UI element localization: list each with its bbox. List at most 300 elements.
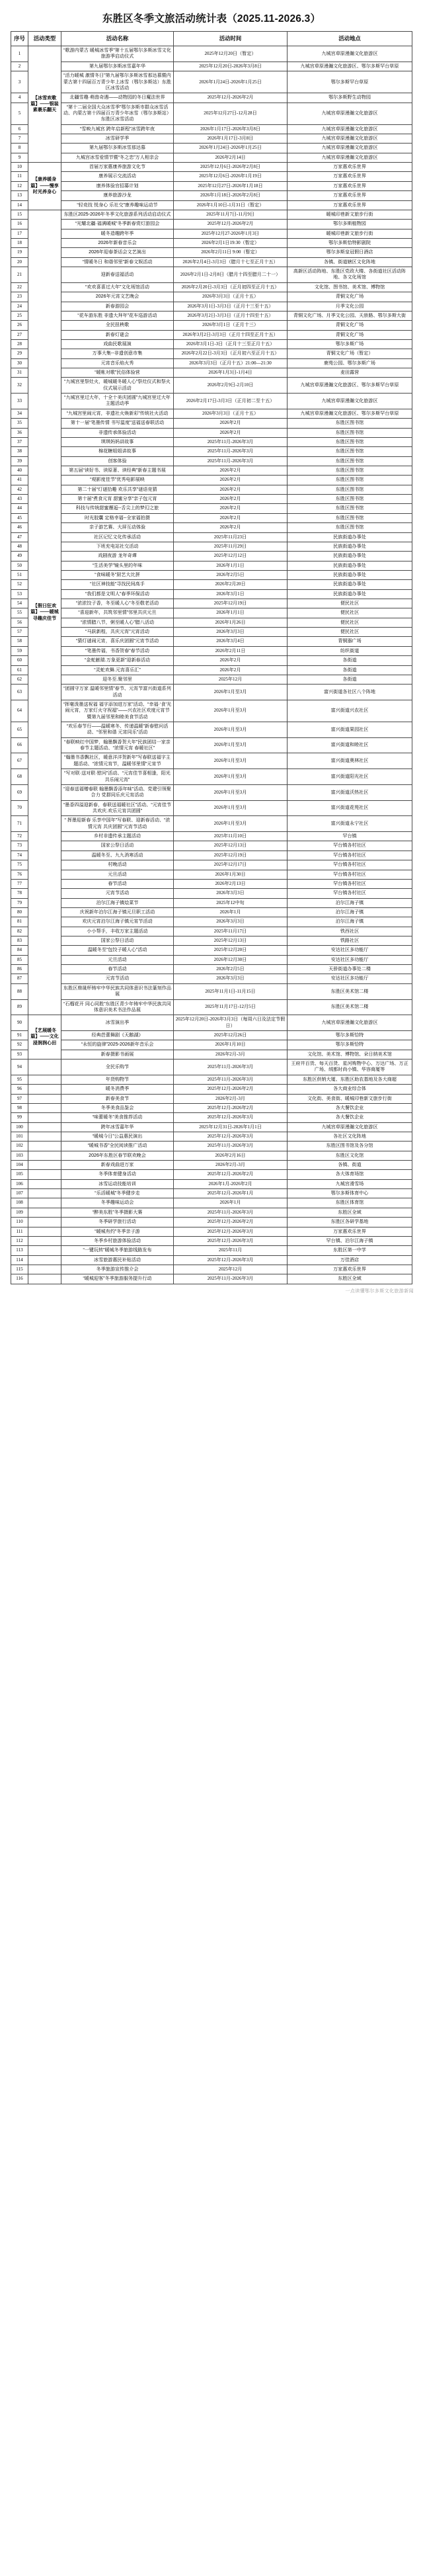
cell-serial-number: 47: [11, 532, 28, 542]
cell-activity-place: 青铜文化广场: [288, 330, 412, 339]
cell-activity-name: 第九届鄂尔多斯冰雪那达慕: [61, 144, 174, 153]
table-row: [11, 1170, 412, 1179]
cell-activity-time: 2026年12月30日: [174, 955, 288, 964]
cell-activity-time: 2026年3月3日: [174, 974, 288, 983]
cell-activity-place: 各街道: [288, 665, 412, 675]
cell-activity-name: 国家公祭日活动: [61, 936, 174, 946]
cell-serial-number: 78: [11, 889, 28, 898]
table-row: [11, 1113, 412, 1122]
cell-activity-place: 罕台镇各村社区: [288, 879, 412, 888]
cell-activity-place: 万家惠欢乐世界: [288, 1265, 412, 1274]
cell-serial-number: 36: [11, 428, 28, 437]
cell-serial-number: 52: [11, 580, 28, 589]
cell-activity-name: 暖冬消费季: [61, 1085, 174, 1094]
cell-serial-number: 109: [11, 1208, 28, 1217]
cell-activity-category: [28, 1274, 61, 1284]
table-row: [11, 1085, 412, 1094]
cell-activity-place: 富兴街道沃热社区: [288, 784, 412, 800]
cell-activity-place: 富兴街道花苑社区: [288, 800, 412, 816]
cell-activity-place: 各大商业综合体: [288, 1085, 412, 1094]
table-row: [11, 570, 412, 579]
cell-activity-category: [28, 1236, 61, 1245]
cell-serial-number: 61: [11, 665, 28, 675]
cell-activity-place: 万家惠欢乐世界: [288, 172, 412, 181]
cell-activity-time: 2025年12月-2026年2月: [174, 1103, 288, 1112]
cell-activity-time: 2026年2月11日: [174, 646, 288, 655]
cell-activity-name: “挥毫泼墨送祝福 福字添加进万家”活动、“幸福·‘食’光闹元宵，万家灯火守祝福”——兴农社区欢度元宵节暨第九届邻里和睦美食节活动: [61, 700, 174, 722]
cell-activity-category: [28, 1179, 61, 1188]
cell-serial-number: 44: [11, 504, 28, 513]
cell-serial-number: 104: [11, 1161, 28, 1170]
table-row: [11, 1050, 412, 1059]
cell-activity-time: 2025年12月-2026年3月: [174, 1113, 288, 1122]
cell-activity-name: “花车游东胜 非遗大拜年”花车巡游活动: [61, 311, 174, 320]
cell-activity-place: 东胜区图书馆: [288, 466, 412, 475]
cell-activity-place: 便民社区: [288, 608, 412, 618]
cell-activity-name: “乐活暖城”冬季健步走: [61, 1189, 174, 1198]
table-row: [11, 1103, 412, 1112]
cell-activity-time: 2026年1月3日-1月4日: [174, 368, 288, 378]
table-row: [11, 62, 412, 71]
cell-serial-number: 38: [11, 447, 28, 456]
table-row: [11, 200, 412, 210]
cell-activity-time: 2025年11月17日-12月5日: [174, 999, 288, 1015]
cell-serial-number: 106: [11, 1179, 28, 1188]
cell-activity-time: 2026年2月11日 9:00（暂定）: [174, 248, 288, 257]
cell-activity-time: 2026年2月: [174, 656, 288, 665]
cell-activity-time: 2026年2月-3月: [174, 1094, 288, 1103]
cell-activity-time: 2025年12月20日-2026年3月3日（每周六日及法定节假日）: [174, 1015, 288, 1031]
cell-activity-place: 麦田露营: [288, 368, 412, 378]
cell-serial-number: 110: [11, 1218, 28, 1227]
cell-serial-number: 89: [11, 999, 28, 1015]
cell-activity-place: 鄂尔多斯体育中心: [288, 1189, 412, 1198]
cell-activity-time: 2026年2月4日-3月3日（腊月十七至正月十五）: [174, 257, 288, 267]
cell-activity-place: 东胜区图书馆: [288, 495, 412, 504]
cell-activity-name: “生活美学”镜头里的年味: [61, 561, 174, 570]
table-row: [11, 999, 412, 1015]
cell-activity-name: 温暖冬至“包饺子暖人心”活动: [61, 946, 174, 955]
cell-activity-name: 下班充电站社交活动: [61, 542, 174, 551]
table-row: [11, 495, 412, 504]
table-row: [11, 722, 412, 738]
table-row: [11, 163, 412, 172]
cell-serial-number: 17: [11, 229, 28, 238]
cell-serial-number: 94: [11, 1059, 28, 1075]
cell-activity-time: 2026年2月: [174, 495, 288, 504]
cell-serial-number: 40: [11, 466, 28, 475]
table-row: [11, 210, 412, 219]
cell-activity-time: 2026年2月17日-3月3日（正月初二至十五）: [174, 394, 288, 409]
cell-serial-number: 74: [11, 851, 28, 860]
table-row: [11, 637, 412, 646]
cell-serial-number: 10: [11, 163, 28, 172]
cell-activity-name: 迎冬至.聚邻里: [61, 675, 174, 684]
cell-activity-time: 2026年3月2日-3月3日（正月十四至十五）: [174, 311, 288, 320]
cell-activity-time: 2025年12月13日: [174, 841, 288, 851]
table-row: [11, 1227, 412, 1236]
cell-activity-place: 安达社区多功能厅: [288, 946, 412, 955]
cell-serial-number: 87: [11, 974, 28, 983]
cell-serial-number: 101: [11, 1132, 28, 1141]
cell-activity-place: 高新区活动阵地、东胜区党政大楼、各街道社区活动阵地、各文化场馆: [288, 267, 412, 283]
cell-activity-category: [28, 1059, 61, 1075]
cell-activity-place: 暖城印巷新文旅步行街: [288, 210, 412, 219]
cell-activity-category: [28, 1170, 61, 1179]
cell-activity-name: 新春美食节: [61, 1094, 174, 1103]
table-row: [11, 409, 412, 418]
cell-activity-place: 青铜文化广场: [288, 321, 412, 330]
cell-activity-time: 2026年2月: [174, 466, 288, 475]
cell-serial-number: 46: [11, 523, 28, 532]
cell-activity-name: 社区记忆文化传承活动: [61, 532, 174, 542]
table-row: [11, 965, 412, 974]
cell-serial-number: 90: [11, 1015, 28, 1031]
cell-activity-time: 2025年11月10日: [174, 832, 288, 841]
cell-activity-category: [28, 1227, 61, 1236]
cell-activity-name: 欢庆元宵泊尔江海子镇元宵节活动: [61, 917, 174, 927]
cell-activity-name: 春节活动: [61, 879, 174, 888]
cell-activity-name: “写对联·送对联·慰问”活动、“元宵佳节喜相逢，阳光共乐闹元宵”: [61, 769, 174, 785]
cell-activity-name: 元宵节活动: [61, 974, 174, 983]
table-row: [11, 456, 412, 466]
cell-activity-place: 罕台镇各村社区: [288, 860, 412, 870]
table-row: [11, 879, 412, 888]
cell-activity-name: “暖城有约”冬季亲子游: [61, 1227, 174, 1236]
table-row: [11, 191, 412, 200]
cell-activity-name: “墨香四溢迎新春，春联送福暖社区”活动、“元宵佳节共欢庆.欢乐元宵共团圆”: [61, 800, 174, 816]
cell-activity-place: 各街道: [288, 675, 412, 684]
cell-activity-place: 东胜区体育馆: [288, 1198, 412, 1208]
cell-serial-number: 85: [11, 955, 28, 964]
cell-activity-place: 九城宫草原漫瀚文化旅游区: [288, 103, 412, 124]
cell-activity-time: 2026年3月3日（正月十五）: [174, 409, 288, 418]
cell-serial-number: 27: [11, 330, 28, 339]
cell-activity-place: 东胜区图书馆: [288, 513, 412, 522]
table-row: [11, 229, 412, 238]
table-row: [11, 898, 412, 907]
cell-activity-name: 元宵节活动: [61, 889, 174, 898]
cell-serial-number: 86: [11, 965, 28, 974]
cell-activity-name: “雪映九城宫 跨年启新程”冰雪跨年夜: [61, 124, 174, 134]
cell-serial-number: 53: [11, 589, 28, 599]
cell-activity-name: “味蕾暖冬”美食推荐活动: [61, 1113, 174, 1122]
cell-activity-name: 2026年迎春茶话会文艺演出: [61, 248, 174, 257]
cell-activity-time: 2025年12月13日: [174, 936, 288, 946]
cell-activity-name: “一键玩转”暖城冬季旅游线路发布: [61, 1246, 174, 1255]
cell-serial-number: 62: [11, 675, 28, 684]
cell-activity-name: 年货购物节: [61, 1075, 174, 1084]
cell-serial-number: 32: [11, 378, 28, 394]
table-row: [11, 628, 412, 637]
cell-activity-category: [28, 1085, 61, 1094]
cell-activity-time: 2026年1月10日-1月31日（暂定）: [174, 200, 288, 210]
cell-serial-number: 82: [11, 927, 28, 936]
cell-activity-time: 2026年1月30日: [174, 870, 288, 879]
table-row: [11, 832, 412, 841]
cell-activity-place: 东胜区图书馆: [288, 485, 412, 494]
cell-serial-number: 28: [11, 339, 28, 349]
table-row: [11, 1179, 412, 1188]
cell-activity-category: [28, 1103, 61, 1112]
cell-activity-name: 北疆雪趣·萌兽奇遇——动物园的冬日魔法世界: [61, 93, 174, 103]
cell-serial-number: 14: [11, 200, 28, 210]
cell-serial-number: 7: [11, 134, 28, 144]
table-row: [11, 646, 412, 655]
cell-activity-place: 九城宫滑雪场: [288, 1179, 412, 1188]
table-row: [11, 608, 412, 618]
cell-activity-name: 全民乐购节: [61, 1059, 174, 1075]
cell-activity-time: 2025年11月-2026年3月: [174, 447, 288, 456]
cell-activity-place: 万家惠欢乐世界: [288, 1227, 412, 1236]
cell-activity-category: [28, 1113, 61, 1122]
cell-activity-time: 2026年3月3日: [174, 889, 288, 898]
cell-activity-time: 2026年2月22日-3月3日（正月初六至正月十五）: [174, 349, 288, 358]
cell-activity-time: 2025年12月-2026年2月: [174, 93, 288, 103]
cell-activity-name: 新春灯谜会: [61, 330, 174, 339]
cell-activity-place: 万家惠欢乐世界: [288, 191, 412, 200]
cell-activity-name: “九城宫里祭灶火，暖城暖冬暖人心”祭灶仪式和祭火仪式展示活动: [61, 378, 174, 394]
cell-activity-time: 2026年3月3日: [174, 628, 288, 637]
cell-activity-name: “歌游内蒙古 暖城冰雪季”第十五届鄂尔多斯冰雪文化旅游季启动仪式: [61, 46, 174, 62]
cell-activity-time: 2026年3月1日（正月十三）: [174, 321, 288, 330]
cell-serial-number: 111: [11, 1227, 28, 1236]
cell-activity-name: 棉花糖姐姐讲故事: [61, 447, 174, 456]
cell-activity-place: 民族街道办事处: [288, 580, 412, 589]
header-place: 活动地点: [288, 32, 412, 46]
cell-serial-number: 9: [11, 153, 28, 162]
cell-activity-name: 温暖冬至、九九消寒活动: [61, 851, 174, 860]
cell-activity-time: 2026年1月-2026年2月: [174, 1179, 288, 1188]
cell-serial-number: 79: [11, 898, 28, 907]
cell-activity-time: 2026年2月: [174, 513, 288, 522]
cell-activity-time: 2026年1月至3月: [174, 800, 288, 816]
table-row: [11, 917, 412, 927]
activity-schedule-table: [11, 31, 412, 1284]
cell-activity-place: 东胜区供销大厦、东胜区助农基地及各大商超: [288, 1075, 412, 1084]
cell-activity-name: 跨年冰雪嘉年华: [61, 1122, 174, 1132]
cell-activity-place: 泊尔江海子镇: [288, 907, 412, 917]
cell-activity-time: 2025年12月27日-12月28日: [174, 103, 288, 124]
table-row: [11, 103, 412, 124]
header-no: 序号: [11, 32, 28, 46]
cell-serial-number: 51: [11, 570, 28, 579]
cell-activity-place: 鄂尔多斯恰特: [288, 1030, 412, 1040]
cell-activity-time: 2025年12月19日: [174, 599, 288, 608]
table-row: [11, 46, 412, 62]
cell-activity-time: 2026年2月: [174, 665, 288, 675]
cell-activity-name: 元旦活动: [61, 870, 174, 879]
table-row: [11, 1198, 412, 1208]
cell-activity-place: 罕台镇各村社区: [288, 870, 412, 879]
cell-activity-place: 文化馆、图书馆、美术馆、博物馆: [288, 282, 412, 292]
cell-activity-category: [28, 1161, 61, 1170]
cell-activity-category: [28, 1189, 61, 1198]
cell-activity-name: 第十届“煮食元宵 甜蜜分享”亲子包元宵: [61, 495, 174, 504]
cell-activity-time: 2025年12月27-2026年1月3日: [174, 229, 288, 238]
cell-serial-number: 96: [11, 1085, 28, 1094]
cell-activity-name: 乡村非遗传承主题活动: [61, 832, 174, 841]
cell-activity-time: 2025年11月: [174, 1246, 288, 1255]
cell-activity-category: [28, 1218, 61, 1227]
cell-activity-name: “社区神技能”寻找民间高手: [61, 580, 174, 589]
cell-serial-number: 12: [11, 181, 28, 190]
cell-activity-time: 2026年1月: [174, 907, 288, 917]
cell-activity-place: 九城宫草原漫瀚文化旅游区、鄂尔多斯罕台草原: [288, 62, 412, 71]
cell-serial-number: 33: [11, 394, 28, 409]
cell-activity-name: 冰雪演出季: [61, 1015, 174, 1031]
table-row: [11, 292, 412, 302]
cell-activity-name: 万事大集--非遗创意市集: [61, 349, 174, 358]
cell-activity-place: 九城宫草原漫瀚文化旅游区: [288, 46, 412, 62]
cell-activity-place: 鄂尔多斯广场: [288, 339, 412, 349]
table-row: [11, 282, 412, 292]
cell-activity-time: 2026年2月20日: [174, 580, 288, 589]
cell-activity-place: 各大餐饮企业: [288, 1103, 412, 1112]
cell-activity-time: 2026年1月至3月: [174, 737, 288, 753]
cell-activity-name: 泊尔江海子镇烩菜节: [61, 898, 174, 907]
cell-activity-place: 九城宫草原漫瀚文化旅游区: [288, 124, 412, 134]
cell-activity-place: 东胜区各研学基地: [288, 1218, 412, 1227]
cell-activity-name: 全民扭秧歌: [61, 321, 174, 330]
cell-activity-name: 康养旅游沙龙: [61, 191, 174, 200]
table-row: [11, 311, 412, 320]
cell-activity-place: 天骄街道办事处二楼: [288, 965, 412, 974]
cell-serial-number: 57: [11, 628, 28, 637]
cell-activity-time: 2025年11月-2026年3月: [174, 456, 288, 466]
cell-serial-number: 88: [11, 983, 28, 999]
cell-serial-number: 4: [11, 93, 28, 103]
cell-activity-name: 元宵音乐焰火秀: [61, 358, 174, 368]
table-row: [11, 447, 412, 456]
cell-activity-time: 2026年2月: [174, 428, 288, 437]
cell-activity-time: 2026年1月至3月: [174, 722, 288, 738]
cell-activity-name: 冬季研学旅行活动: [61, 1218, 174, 1227]
cell-serial-number: 31: [11, 368, 28, 378]
cell-activity-place: 鄂尔多斯野生动物园: [288, 93, 412, 103]
cell-serial-number: 56: [11, 618, 28, 627]
cell-serial-number: 77: [11, 879, 28, 888]
cell-serial-number: 35: [11, 419, 28, 428]
table-row: [11, 248, 412, 257]
cell-activity-category: 【冰雪欢歌篇】——银装素裹乐翻天: [28, 46, 61, 163]
table-row: [11, 1040, 412, 1050]
cell-serial-number: 80: [11, 907, 28, 917]
table-row: [11, 665, 412, 675]
cell-activity-place: 泊尔江海子镇: [288, 898, 412, 907]
cell-activity-place: 东胜区图书馆及各分馆: [288, 1142, 412, 1151]
table-row: [11, 504, 412, 513]
table-row: [11, 927, 412, 936]
cell-activity-time: 2026年3月1日-3日（正月十三至正月十五）: [174, 339, 288, 349]
table-row: [11, 769, 412, 785]
cell-activity-name: 东胜区2025-2026年冬季文化旅游系列活动启动仪式: [61, 210, 174, 219]
cell-activity-time: 2025年12月-2026年3月: [174, 1255, 288, 1265]
table-body: [11, 46, 412, 1284]
cell-serial-number: 72: [11, 832, 28, 841]
table-row: [11, 330, 412, 339]
cell-activity-name: “翰墨书香飘社区，暖意洋洋贺新年”写春联送福字主题活动、“浓情元宵节，温暖邻里情”元宵节: [61, 753, 174, 769]
table-row: [11, 1218, 412, 1227]
cell-activity-name: 琪琪妈妈讲故事: [61, 437, 174, 446]
cell-serial-number: 29: [11, 349, 28, 358]
table-row: [11, 476, 412, 485]
cell-activity-name: “活力暖城 激情冬日”第九届鄂尔多斯冰雪那达慕暨内蒙古第十四届百万青少年上冰雪（鄂尔多斯站）东胜区冰雪活动: [61, 71, 174, 93]
table-row: [11, 700, 412, 722]
cell-activity-place: 东胜区图书馆: [288, 447, 412, 456]
cell-activity-name: “食味暖冬”厨艺大比拼: [61, 570, 174, 579]
cell-activity-time: 2025年11月29日: [174, 542, 288, 551]
cell-serial-number: 50: [11, 561, 28, 570]
cell-activity-place: 万家惠欢乐世界: [288, 181, 412, 190]
cell-serial-number: 95: [11, 1075, 28, 1084]
cell-activity-name: 2026年东胜区春节联欢晚会: [61, 1151, 174, 1160]
cell-activity-time: 2025年11月-2026年3月: [174, 1142, 288, 1151]
cell-activity-place: 鄂尔多斯植物园: [288, 220, 412, 229]
cell-activity-time: 2026年2月20日-3月3日（正月初四至正月十五）: [174, 282, 288, 292]
cell-activity-name: 第十一届“笔墨传情 书写温度”送福送春联活动: [61, 419, 174, 428]
table-row: [11, 267, 412, 283]
cell-serial-number: 92: [11, 1040, 28, 1050]
cell-activity-name: 康养体验官招募计划: [61, 181, 174, 190]
cell-serial-number: 22: [11, 282, 28, 292]
cell-serial-number: 81: [11, 917, 28, 927]
cell-activity-name: “石榴花开 同心同胜”东胜区青少年铸牢中华民族共同体意识美术书法作品展: [61, 999, 174, 1015]
cell-activity-time: 2026年2月14日: [174, 153, 288, 162]
cell-activity-name: “喜迎新年，共筑邻里情”邻里共庆元旦: [61, 608, 174, 618]
cell-activity-place: 纺织街道: [288, 646, 412, 655]
cell-activity-place: 富兴街道各社区八个阵地: [288, 685, 412, 700]
cell-serial-number: 100: [11, 1122, 28, 1132]
watermark-text: 一点读懂鄂尔多斯文化旅游新闻: [345, 1288, 414, 1294]
cell-serial-number: 67: [11, 753, 28, 769]
cell-activity-place: 九城宫草原漫瀚文化旅游区: [288, 134, 412, 144]
cell-activity-name: 冬季旅游宣传推介会: [61, 1265, 174, 1274]
cell-activity-name: “猜灯谜闹元宵，喜乐庆团圆”元宵节活动: [61, 637, 174, 646]
cell-activity-category: [28, 1151, 61, 1160]
cell-activity-place: 民族街道办事处: [288, 532, 412, 542]
cell-activity-time: 2026年2月9日-2月10日: [174, 378, 288, 394]
cell-activity-place: 鄂尔多斯恰特影剧院: [288, 239, 412, 248]
cell-serial-number: 20: [11, 257, 28, 267]
cell-activity-name: “金蛇献瑞.万象更新”迎新春活动: [61, 656, 174, 665]
cell-serial-number: 58: [11, 637, 28, 646]
cell-activity-time: 2025年12月-2026年3月: [174, 1236, 288, 1245]
cell-activity-place: 各街道: [288, 656, 412, 665]
cell-activity-place: 各镇、街道: [288, 1161, 412, 1170]
cell-activity-time: 2026年3月3日: [174, 917, 288, 927]
cell-activity-place: 富兴街道和睦社区: [288, 737, 412, 753]
cell-activity-place: 富兴街道兴农社区: [288, 700, 412, 722]
cell-activity-name: 戏剧夜游 龙年奇谭: [61, 552, 174, 561]
cell-serial-number: 23: [11, 292, 28, 302]
cell-serial-number: 66: [11, 737, 28, 753]
cell-activity-place: 东胜区图书馆: [288, 437, 412, 446]
cell-activity-time: 2025年12月26日: [174, 1030, 288, 1040]
cell-activity-time: 2026年1月1日: [174, 561, 288, 570]
cell-activity-place: 安达社区多功能厅: [288, 955, 412, 964]
table-row: [11, 144, 412, 153]
table-row: [11, 860, 412, 870]
cell-serial-number: 11: [11, 172, 28, 181]
cell-serial-number: 76: [11, 870, 28, 879]
cell-activity-name: “暖城今日”公益惠民演出: [61, 1132, 174, 1141]
cell-activity-time: 2026年2月-3月: [174, 1161, 288, 1170]
cell-activity-place: 罕台镇各村社区: [288, 841, 412, 851]
cell-activity-time: 2026年3月1日: [174, 589, 288, 599]
cell-serial-number: 59: [11, 646, 28, 655]
cell-serial-number: 99: [11, 1113, 28, 1122]
